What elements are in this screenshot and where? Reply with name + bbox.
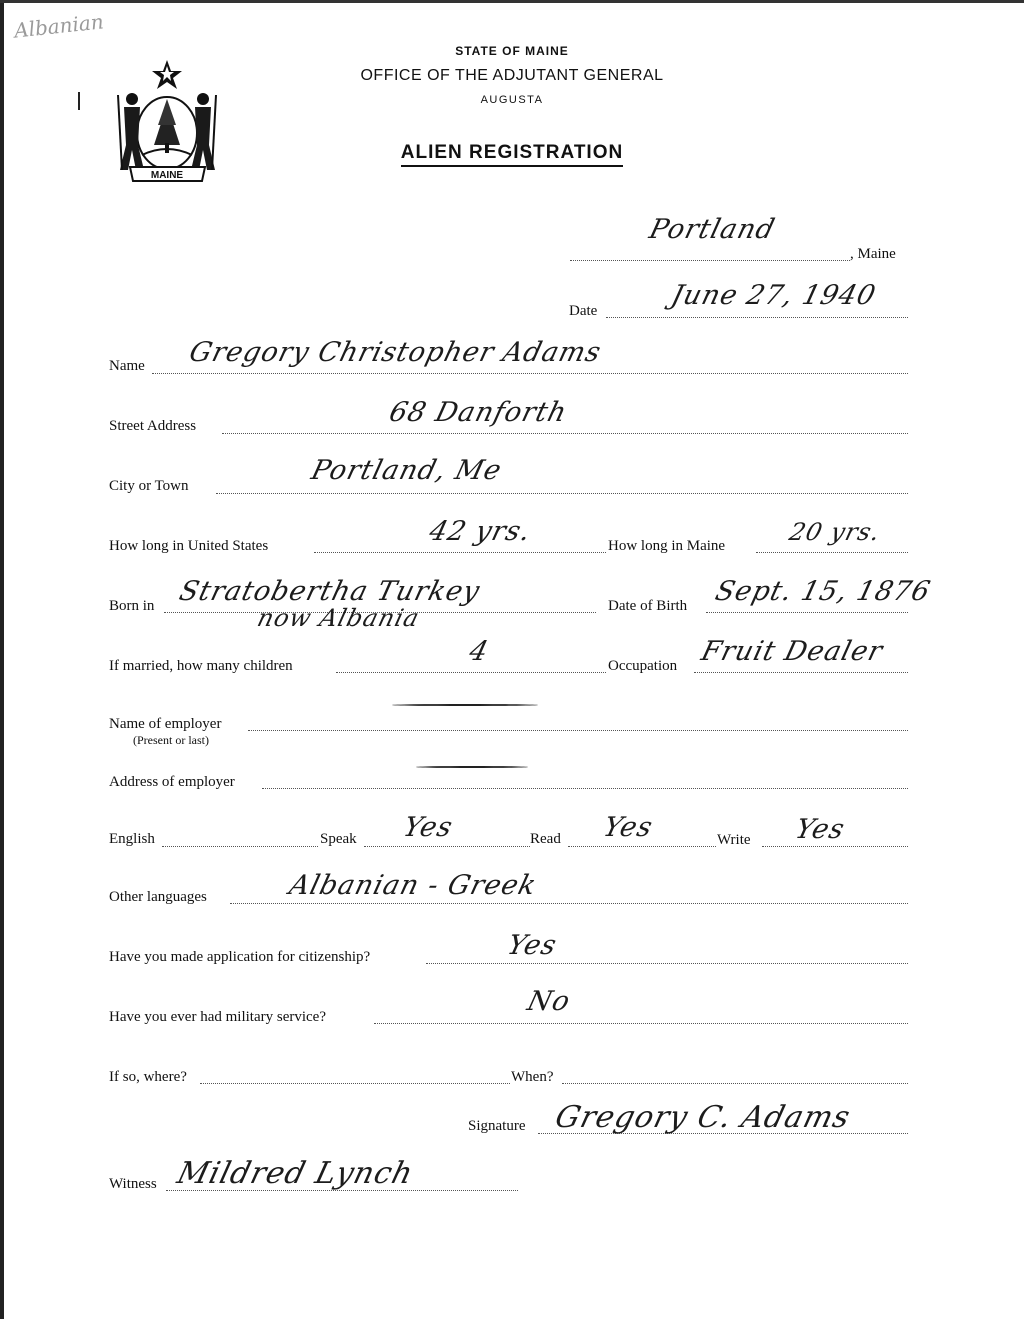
date-line — [606, 317, 908, 318]
page-title — [0, 142, 1024, 164]
seal-text: MAINE — [150, 170, 184, 181]
how-long-us-line — [314, 552, 606, 553]
military-value: No — [524, 986, 574, 1017]
employer-address-line — [262, 788, 908, 789]
employer-name-line — [248, 730, 908, 731]
other-languages-label: Other languages — [109, 889, 207, 905]
write-value: Yes — [792, 814, 849, 845]
when-label: When? — [511, 1069, 554, 1085]
header-office: OFFICE OF THE ADJUTANT GENERAL — [360, 67, 664, 84]
occupation-value: Fruit Dealer — [698, 636, 887, 667]
name-line — [152, 373, 908, 374]
witness-value: Mildred Lynch — [173, 1156, 418, 1191]
dob-label: Date of Birth — [608, 598, 688, 614]
children-label: If married, how many children — [109, 658, 293, 674]
how-long-maine-label: How long in Maine — [608, 538, 726, 554]
page-edge-top — [0, 0, 1024, 3]
born-in-value-2: now Albania — [254, 604, 423, 632]
speak-label: Speak — [320, 831, 357, 847]
date-value: June 27, 1940 — [668, 280, 880, 311]
how-long-us-label: How long in United States — [109, 538, 269, 554]
name-value: Gregory Christopher Adams — [186, 337, 605, 368]
how-long-maine-value: 20 yrs. — [786, 518, 884, 546]
date-label: Date — [569, 303, 598, 319]
header-city: AUGUSTA — [480, 94, 544, 106]
speak-line — [364, 846, 530, 847]
corner-note: Albanian — [12, 9, 105, 43]
read-label: Read — [530, 831, 561, 847]
read-value: Yes — [600, 812, 657, 843]
name-label: Name — [109, 358, 145, 374]
place-value: Portland — [646, 214, 779, 245]
born-in-value: Stratobertha Turkey — [176, 576, 484, 607]
city-label: City or Town — [109, 478, 189, 494]
speak-value: Yes — [400, 812, 457, 843]
read-line — [568, 846, 716, 847]
write-label: Write — [717, 832, 751, 848]
employer-address-dash — [416, 766, 528, 768]
where-line — [200, 1083, 510, 1084]
employer-address-label: Address of employer — [109, 774, 235, 790]
street-value: 68 Danforth — [386, 397, 571, 428]
english-line — [162, 846, 318, 847]
other-languages-value: Albanian - Greek — [286, 870, 540, 901]
page-edge-left — [0, 0, 4, 1319]
place-line — [570, 260, 850, 261]
page-title-text: ALIEN REGISTRATION — [401, 142, 623, 167]
city-line — [216, 493, 908, 494]
military-line — [374, 1023, 908, 1024]
citizenship-label: Have you made application for citizenship? — [109, 949, 371, 965]
signature-value: Gregory C. Adams — [551, 1100, 855, 1135]
citizenship-line — [426, 963, 908, 964]
city-value: Portland, Me — [308, 455, 506, 486]
occupation-line — [694, 672, 908, 673]
header-state: STATE OF MAINE — [455, 44, 569, 58]
employer-name-dash — [392, 704, 538, 706]
signature-label: Signature — [468, 1118, 526, 1134]
english-label: English — [109, 831, 155, 847]
citizenship-value: Yes — [504, 930, 561, 961]
born-in-label: Born in — [109, 598, 155, 614]
dob-value: Sept. 15, 1876 — [712, 576, 934, 607]
how-long-us-value: 42 yrs. — [426, 516, 535, 547]
how-long-maine-line — [756, 552, 908, 553]
witness-label: Witness — [109, 1176, 157, 1192]
employer-name-sublabel: (Present or last) — [133, 733, 209, 747]
other-languages-line — [230, 903, 908, 904]
military-label: Have you ever had military service? — [109, 1009, 326, 1025]
children-value: 4 — [466, 636, 493, 667]
place-suffix: , Maine — [850, 246, 896, 262]
occupation-label: Occupation — [608, 658, 678, 674]
dob-line — [706, 612, 908, 613]
employer-name-label: Name of employer — [109, 716, 222, 732]
children-line — [336, 672, 606, 673]
street-label: Street Address — [109, 418, 197, 434]
where-label: If so, where? — [109, 1069, 187, 1085]
street-line — [222, 433, 908, 434]
write-line — [762, 846, 908, 847]
when-line — [562, 1083, 908, 1084]
